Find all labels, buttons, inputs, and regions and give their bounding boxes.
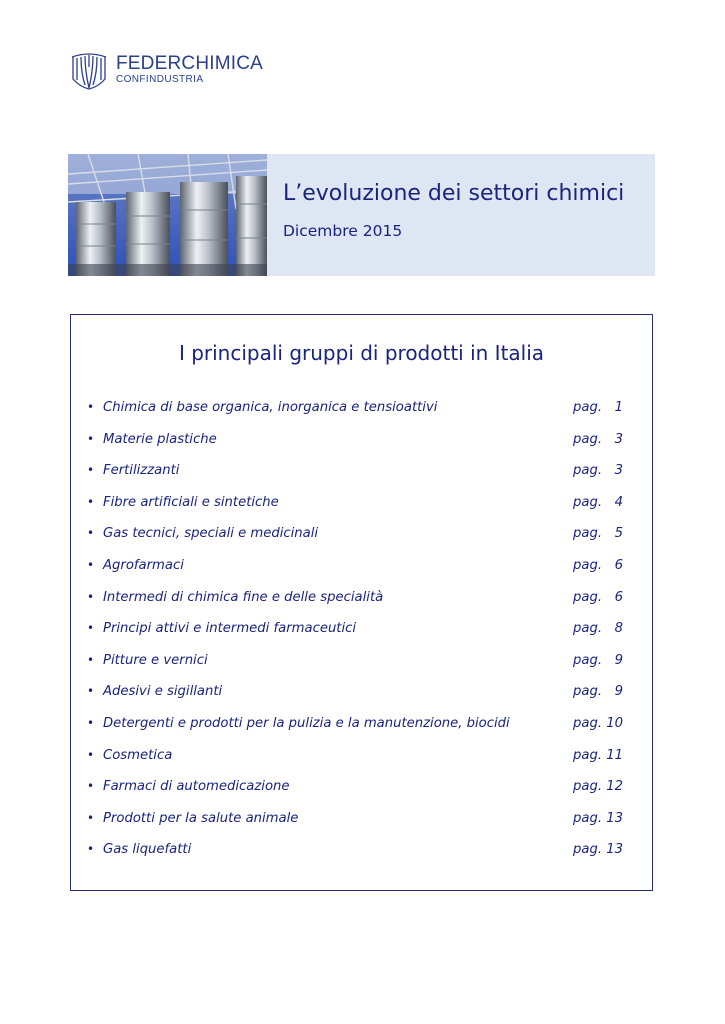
- item-label: Gas liquefatti: [103, 842, 192, 858]
- contents-heading: I principali gruppi di prodotti in Italia: [178, 341, 545, 365]
- item-label: Fibre artificiali e sintetiche: [103, 494, 279, 510]
- federchimica-emblem-icon: [68, 49, 110, 91]
- item-page: pag. 6: [573, 589, 623, 605]
- item-label: Detergenti e prodotti per la pulizia e la manutenzione, biocidi: [103, 715, 510, 731]
- list-item: [87, 684, 627, 716]
- logo-text: [116, 54, 263, 86]
- item-page: pag. 1: [573, 400, 623, 415]
- document-date: Dicembre 2015: [283, 222, 403, 240]
- list-item: [87, 495, 627, 527]
- item-label: Pitture e vernici: [103, 652, 208, 668]
- item-label: Chimica di base organica, inorganica e tensioattivi: [103, 400, 438, 415]
- item-page: pag. 11: [573, 747, 623, 763]
- item-page: pag. 9: [573, 684, 623, 700]
- list-item: [87, 779, 627, 811]
- item-label: Cosmetica: [103, 747, 173, 763]
- item-label: Farmaci di automedicazione: [103, 779, 290, 795]
- title-banner: [68, 154, 655, 276]
- list-item: [87, 463, 627, 495]
- list-item: [87, 526, 627, 558]
- bullet-icon: •: [87, 463, 95, 478]
- list-item: [87, 842, 627, 874]
- item-page: pag. 3: [573, 431, 623, 447]
- item-label: Gas tecnici, speciali e medicinali: [103, 526, 319, 542]
- item-page: pag. 8: [573, 621, 623, 637]
- item-label: Adesivi e sigillanti: [103, 684, 223, 700]
- item-page: pag. 5: [573, 526, 623, 542]
- bullet-icon: •: [87, 810, 95, 825]
- bullet-icon: •: [87, 747, 95, 762]
- list-item: [87, 653, 627, 685]
- item-label: Principi attivi e intermedi farmaceutici: [103, 621, 357, 637]
- item-label: Materie plastiche: [103, 431, 217, 447]
- item-label: Intermedi di chimica fine e delle specialità: [103, 589, 384, 605]
- bullet-icon: •: [87, 400, 95, 414]
- contents-list: [87, 400, 627, 874]
- list-item: [87, 400, 627, 432]
- list-item: [87, 558, 627, 590]
- item-label: Prodotti per la salute animale: [103, 810, 299, 826]
- bullet-icon: •: [87, 621, 95, 636]
- chemical-plant-photo: [68, 154, 267, 276]
- logo-name: FEDERCHIMICA: [116, 53, 264, 74]
- list-item: [87, 811, 627, 843]
- bullet-icon: •: [87, 494, 95, 509]
- federchimica-logo: [68, 49, 263, 91]
- item-page: pag. 4: [573, 494, 623, 510]
- list-item: [87, 432, 627, 464]
- bullet-icon: •: [87, 684, 95, 699]
- item-page: pag. 13: [573, 810, 623, 826]
- item-page: pag. 10: [573, 715, 623, 731]
- logo-subtitle: CONFINDUSTRIA: [116, 74, 204, 85]
- bullet-icon: •: [87, 652, 95, 667]
- item-page: pag. 6: [573, 557, 623, 573]
- item-page: pag. 13: [573, 842, 623, 858]
- bullet-icon: •: [87, 715, 95, 730]
- bullet-icon: •: [87, 431, 95, 446]
- document-title: L’evoluzione dei settori chimici: [283, 181, 625, 206]
- item-label: Agrofarmaci: [103, 557, 184, 573]
- bullet-icon: •: [87, 779, 95, 794]
- contents-box: [70, 314, 653, 891]
- item-label: Fertilizzanti: [103, 463, 180, 479]
- item-page: pag. 12: [573, 779, 623, 795]
- item-page: pag. 9: [573, 652, 623, 668]
- list-item: [87, 748, 627, 780]
- list-item: [87, 590, 627, 622]
- bullet-icon: •: [87, 557, 95, 572]
- list-item: [87, 621, 627, 653]
- bullet-icon: •: [87, 842, 95, 857]
- list-item: [87, 716, 627, 748]
- bullet-icon: •: [87, 589, 95, 604]
- item-page: pag. 3: [573, 463, 623, 479]
- bullet-icon: •: [87, 526, 95, 541]
